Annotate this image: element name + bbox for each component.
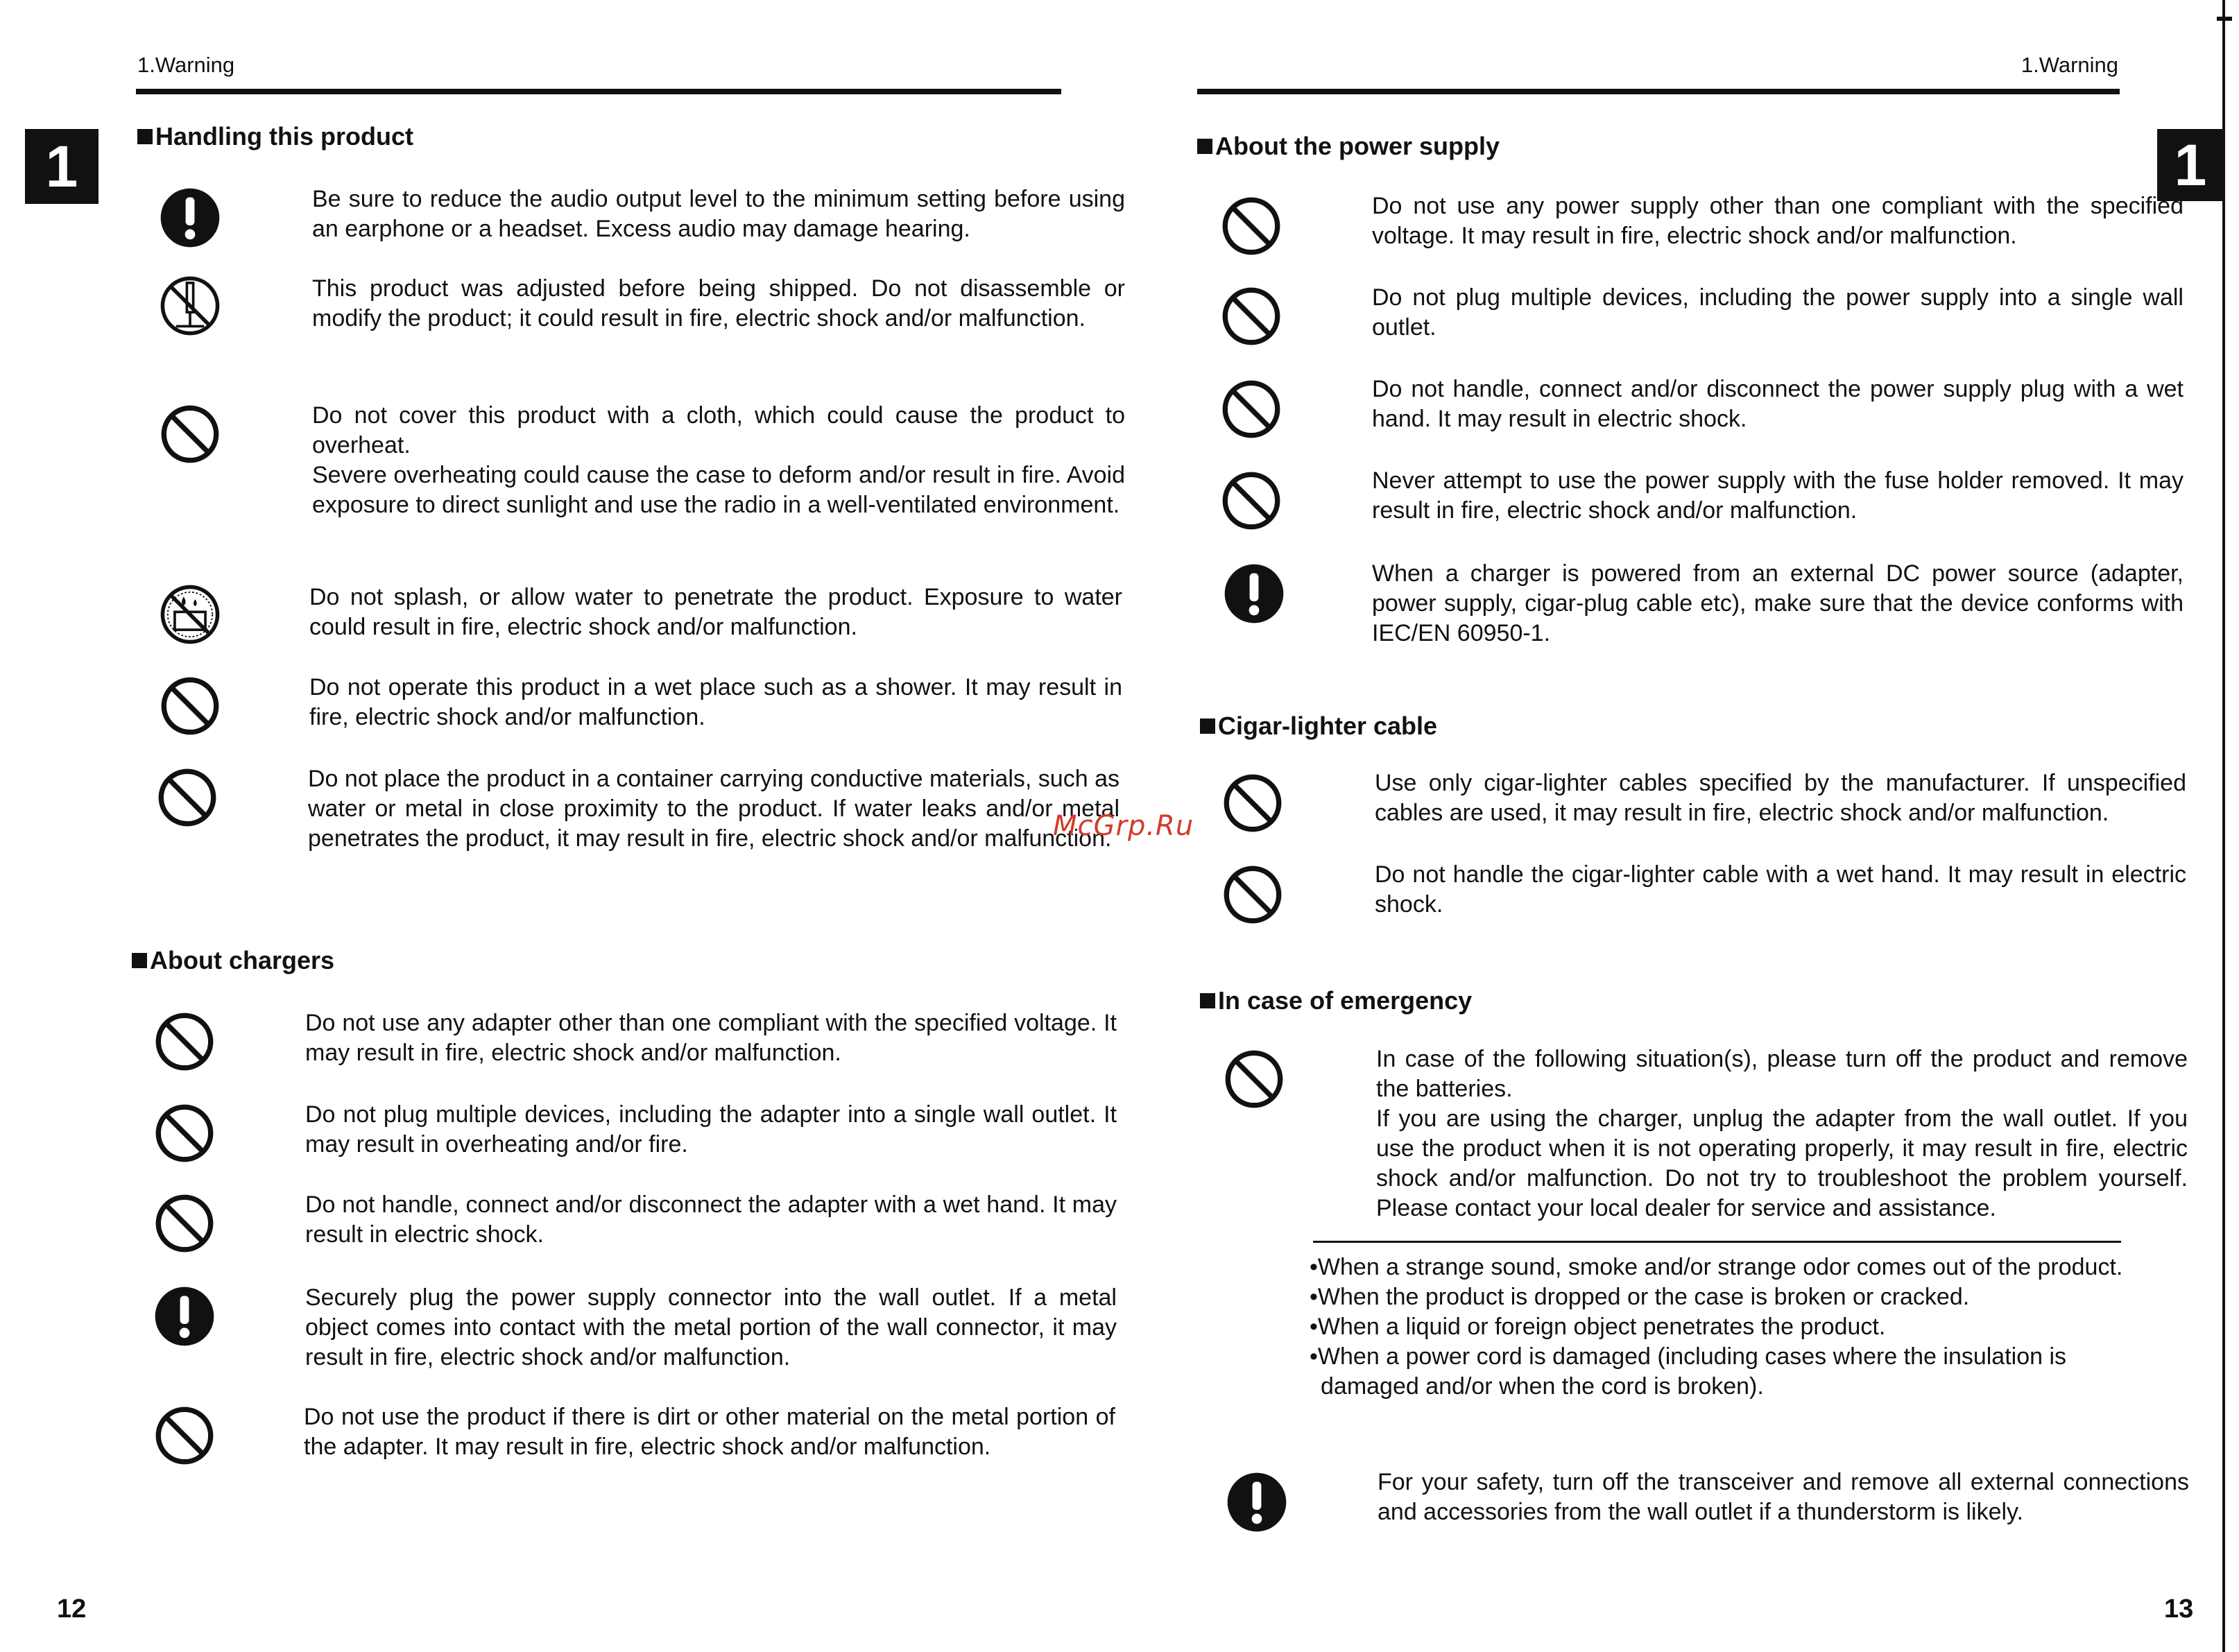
power-entry-2 bbox=[1219, 284, 2184, 348]
section-title-cigar-lighter: Cigar-lighter cable bbox=[1200, 712, 1437, 741]
prohibited-icon bbox=[153, 1010, 216, 1074]
prohibited-icon bbox=[153, 1191, 216, 1255]
emergency-divider bbox=[1313, 1241, 2121, 1243]
section-title-power-supply: About the power supply bbox=[1197, 132, 1500, 161]
prohibited-icon bbox=[1219, 377, 1283, 441]
entry-text: Do not operate this product in a wet place such as a shower. It may result in fire, electric shock and/or malfunction. bbox=[309, 674, 1122, 730]
chargers-entry-5 bbox=[153, 1404, 1115, 1468]
prohibited-icon bbox=[153, 1404, 216, 1468]
emergency-situation-list bbox=[1310, 1253, 2125, 1402]
power-entry-1 bbox=[1219, 194, 2184, 258]
right-header-rule bbox=[1197, 89, 2120, 94]
handling-entry-3 bbox=[158, 402, 1125, 520]
entry-text: Never attempt to use the power supply with the fuse holder removed. It may result in fire, electric shock and/or malfunction. bbox=[1372, 467, 2184, 524]
entry-text: Do not plug multiple devices, including the adapter into a single wall outlet. It may result in overheating and/or fire. bbox=[305, 1101, 1117, 1158]
left-chapter-tab: 1 bbox=[25, 129, 98, 204]
handling-entry-6 bbox=[155, 766, 1120, 854]
page-edge-line bbox=[2222, 0, 2225, 1652]
handling-entry-1 bbox=[158, 186, 1125, 250]
right-page-number: 13 bbox=[2164, 1594, 2194, 1624]
prohibited-icon bbox=[1222, 1047, 1286, 1111]
power-entry-4 bbox=[1219, 469, 2184, 533]
entry-text: Do not handle, connect and/or disconnect the power supply plug with a wet hand. It may result in electric shock. bbox=[1372, 376, 2184, 432]
emergency-entry-1 bbox=[1222, 1047, 2188, 1223]
section-title-chargers: About chargers bbox=[132, 946, 334, 975]
entry-text: For your safety, turn off the transceiver and remove all external connections and accessories from the wall outlet if a thunderstorm is likely. bbox=[1378, 1469, 2189, 1525]
entry-text: When a charger is powered from an external DC power source (adapter, power supply, cigar-plug cable etc), make sure that the device conforms with IEC/EN 60950-1. bbox=[1372, 560, 2184, 646]
entry-text: Do not handle the cigar-lighter cable with a wet hand. It may result in electric shock. bbox=[1375, 861, 2186, 918]
chargers-entry-2 bbox=[153, 1101, 1117, 1165]
entry-text: Do not handle, connect and/or disconnect the adapter with a wet hand. It may result in electric shock. bbox=[305, 1191, 1117, 1248]
cigar-entry-1 bbox=[1221, 771, 2186, 835]
situation-item: •When the product is dropped or the case is broken or cracked. bbox=[1310, 1284, 1970, 1310]
handling-entry-2 bbox=[158, 274, 1125, 338]
right-chapter-tab: 1 bbox=[2157, 129, 2224, 201]
exclamation-icon bbox=[153, 1284, 216, 1348]
situation-item: •When a strange sound, smoke and/or strange odor comes out of the product. bbox=[1310, 1254, 2123, 1280]
left-page-number: 12 bbox=[57, 1594, 87, 1624]
prohibited-icon bbox=[1221, 863, 1285, 927]
exclamation-icon bbox=[1222, 562, 1286, 626]
prohibited-icon bbox=[158, 674, 222, 738]
prohibited-icon bbox=[1219, 284, 1283, 348]
watermark: McGrp.Ru bbox=[1053, 810, 1194, 842]
left-header-rule bbox=[136, 89, 1061, 94]
section-title-handling: Handling this product bbox=[137, 122, 413, 151]
prohibited-icon bbox=[153, 1101, 216, 1165]
exclamation-icon bbox=[158, 186, 222, 250]
chargers-entry-4 bbox=[153, 1284, 1117, 1373]
no-water-icon bbox=[158, 583, 222, 646]
entry-text: Use only cigar-lighter cables specified by the manufacturer. If unspecified cables are used, it may result in fire, electric shock and/or malfunction. bbox=[1375, 770, 2186, 826]
power-entry-3 bbox=[1219, 377, 2184, 441]
prohibited-icon bbox=[1221, 771, 1285, 835]
section-title-emergency: In case of emergency bbox=[1200, 986, 1472, 1015]
prohibited-icon bbox=[158, 402, 222, 466]
entry-text: Do not use any power supply other than one compliant with the specified voltage. It may result in fire, electric shock and/or malfunction. bbox=[1372, 193, 2184, 249]
entry-text: Do not use the product if there is dirt or other material on the metal portion of the adapter. It may result in fire, electric shock and/or malfunction. bbox=[304, 1404, 1115, 1460]
exclamation-icon bbox=[1225, 1470, 1289, 1534]
entry-text: Do not cover this product with a cloth, which could cause the product to overheat. Severe overheating could cause the case to deform and/or result in fire. Avoid exposure to direct sunlight and use the radio in a well-ventilated environment. bbox=[312, 402, 1125, 518]
power-entry-5 bbox=[1222, 562, 2184, 648]
no-disassembly-icon bbox=[158, 274, 222, 338]
handling-entry-4 bbox=[158, 583, 1122, 646]
situation-item: •When a liquid or foreign object penetrates the product. bbox=[1310, 1314, 1886, 1340]
chargers-entry-1 bbox=[153, 1010, 1117, 1074]
page-edge-mark bbox=[2217, 17, 2232, 21]
chargers-entry-3 bbox=[153, 1191, 1117, 1255]
entry-text: Do not plug multiple devices, including the power supply into a single wall outlet. bbox=[1372, 284, 2184, 341]
left-running-header: 1.Warning bbox=[137, 53, 235, 77]
situation-item: •When a power cord is damaged (including cases where the insulation is damaged and/or when the cord is broken). bbox=[1310, 1343, 2067, 1400]
entry-text: Do not place the product in a container carrying conductive materials, such as water or metal in close proximity to the product. If water leaks and/or metal penetrates the product, it may result in fire, electric shock and/or malfunction. bbox=[308, 766, 1120, 852]
entry-text: Do not splash, or allow water to penetrate the product. Exposure to water could result in fire, electric shock and/or malfunction. bbox=[309, 584, 1122, 640]
prohibited-icon bbox=[1219, 194, 1283, 258]
entry-text: Do not use any adapter other than one compliant with the specified voltage. It may result in fire, electric shock and/or malfunction. bbox=[305, 1010, 1117, 1066]
prohibited-icon bbox=[1219, 469, 1283, 533]
right-running-header: 1.Warning bbox=[2021, 53, 2118, 77]
entry-text: In case of the following situation(s), please turn off the product and remove the batteries. If you are using the charger, unplug the adapter from the wall outlet. If you use the product when it is not operating properly, it may result in fire, electric shock and/or malfunction. Do not try to troubleshoot the problem yourself. Please contact your local dealer for service and assistance. bbox=[1376, 1046, 2188, 1221]
cigar-entry-2 bbox=[1221, 863, 2186, 927]
emergency-entry-2 bbox=[1225, 1470, 2189, 1534]
entry-text: Securely plug the power supply connector into the wall outlet. If a metal object comes into contact with the metal portion of the wall connector, it may result in fire, electric shock and/or malfunction. bbox=[305, 1284, 1117, 1370]
entry-text: This product was adjusted before being shipped. Do not disassemble or modify the product; it could result in fire, electric shock and/or malfunction. bbox=[312, 275, 1125, 332]
entry-text: Be sure to reduce the audio output level to the minimum setting before using an earphone or a headset. Excess audio may damage hearing. bbox=[312, 186, 1125, 242]
prohibited-icon bbox=[155, 766, 219, 829]
handling-entry-5 bbox=[158, 674, 1122, 738]
